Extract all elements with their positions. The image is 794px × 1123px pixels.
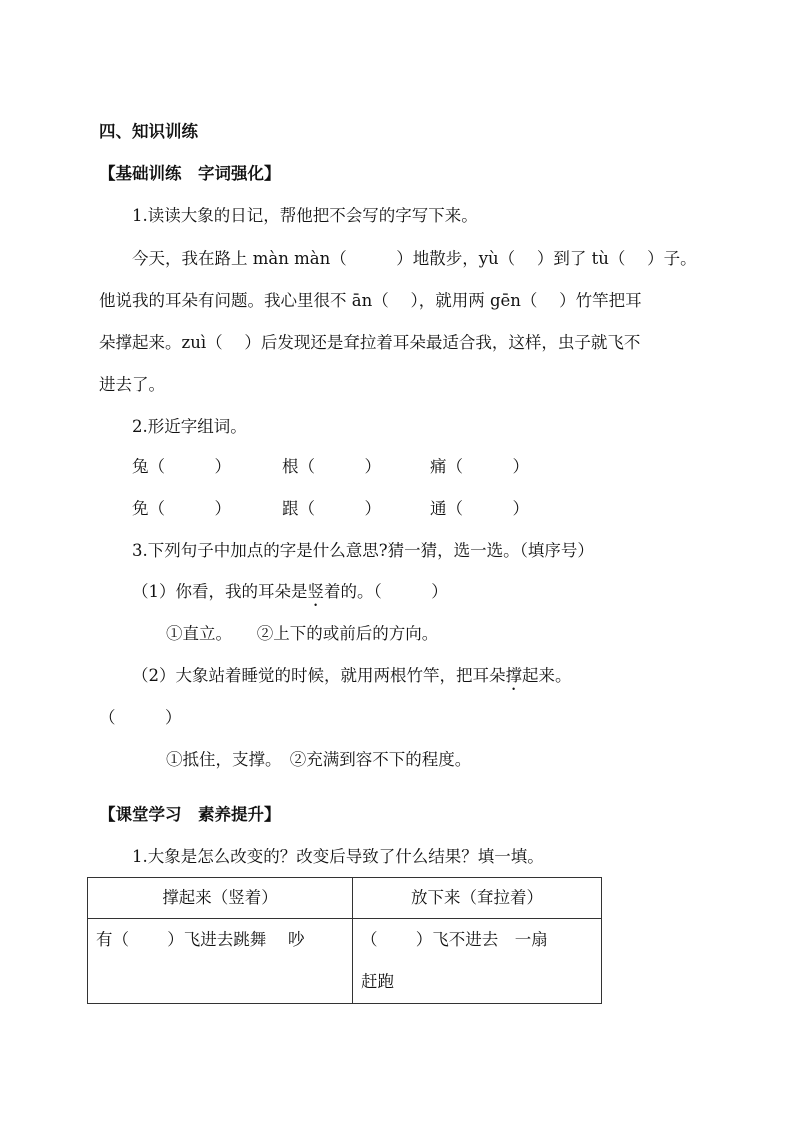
q1-line-3: 朵撑起来。zuì（ ）后发现还是耷拉着耳朵最适合我，这样，虫子就飞不 bbox=[99, 333, 641, 352]
q3-s2-dotted-char: 撑 bbox=[505, 666, 522, 685]
q3-sentence-2 bbox=[132, 664, 572, 694]
q3-s2-post: 起来。 bbox=[522, 666, 572, 685]
table-header-right: 放下来（耷拉着） bbox=[353, 878, 602, 919]
q3-s1-post: 着的。（ ） bbox=[324, 582, 448, 601]
section-title: 四、知识训练 bbox=[99, 122, 198, 141]
cell-left-line-1: 有（ ）飞进去跳舞 吵 bbox=[96, 930, 305, 949]
q3-s2-blank: （ ） bbox=[99, 708, 182, 727]
q3-s1-dotted-char: 竖 bbox=[307, 582, 324, 601]
q1-title: 1.读读大象的日记，帮他把不会写的字写下来。 bbox=[132, 206, 478, 225]
q2-word-r1c3: 痛（ ） bbox=[430, 457, 529, 476]
q2-word-r1c1: 兔（ ） bbox=[132, 457, 231, 476]
table-cell-left bbox=[88, 919, 353, 1004]
q1-line-2: 他说我的耳朵有问题。我心里很不 ān（ ），就用两 gēn（ ）竹竿把耳 bbox=[99, 291, 642, 310]
table-cell-right bbox=[353, 919, 602, 1004]
table-header-row bbox=[88, 878, 602, 919]
part2-header: 【课堂学习 素养提升】 bbox=[99, 805, 281, 824]
q2-word-r2c2: 跟（ ） bbox=[282, 499, 381, 518]
q2-title: 2.形近字组词。 bbox=[132, 417, 247, 436]
q2-word-r2c1: 免（ ） bbox=[132, 499, 231, 518]
q3-s1-options: ①直立。 ②上下的或前后的方向。 bbox=[166, 624, 439, 643]
table-row bbox=[88, 919, 602, 1004]
q3-sentence-1 bbox=[132, 580, 448, 610]
q3-s2-pre: （2）大象站着睡觉的时候，就用两根竹竿，把耳朵 bbox=[132, 666, 506, 685]
q3-s1-pre: （1）你看，我的耳朵是 bbox=[132, 582, 308, 601]
q2-word-r1c2: 根（ ） bbox=[282, 457, 381, 476]
q1-line-1: 今天，我在路上 màn màn（ ）地散步，yù（ ）到了 tù（ ）子。 bbox=[132, 249, 697, 268]
q1-line-4: 进去了。 bbox=[99, 375, 165, 394]
table-header-left: 撑起来（竖着） bbox=[88, 878, 353, 919]
change-result-table bbox=[87, 877, 602, 1004]
cell-right-line-1: （ ）飞不进去 一扇 bbox=[361, 930, 548, 949]
q3-title: 3.下列句子中加点的字是什么意思?猜一猜，选一选。（填序号） bbox=[132, 541, 594, 560]
p2-q1-title: 1.大象是怎么改变的？改变后导致了什么结果？填一填。 bbox=[132, 847, 544, 866]
cell-right-line-2: 赶跑 bbox=[361, 972, 394, 991]
part1-header: 【基础训练 字词强化】 bbox=[99, 164, 281, 183]
q3-s2-options: ①抵住，支撑。 ②充满到容不下的程度。 bbox=[166, 750, 472, 769]
q2-word-r2c3: 通（ ） bbox=[430, 499, 529, 518]
